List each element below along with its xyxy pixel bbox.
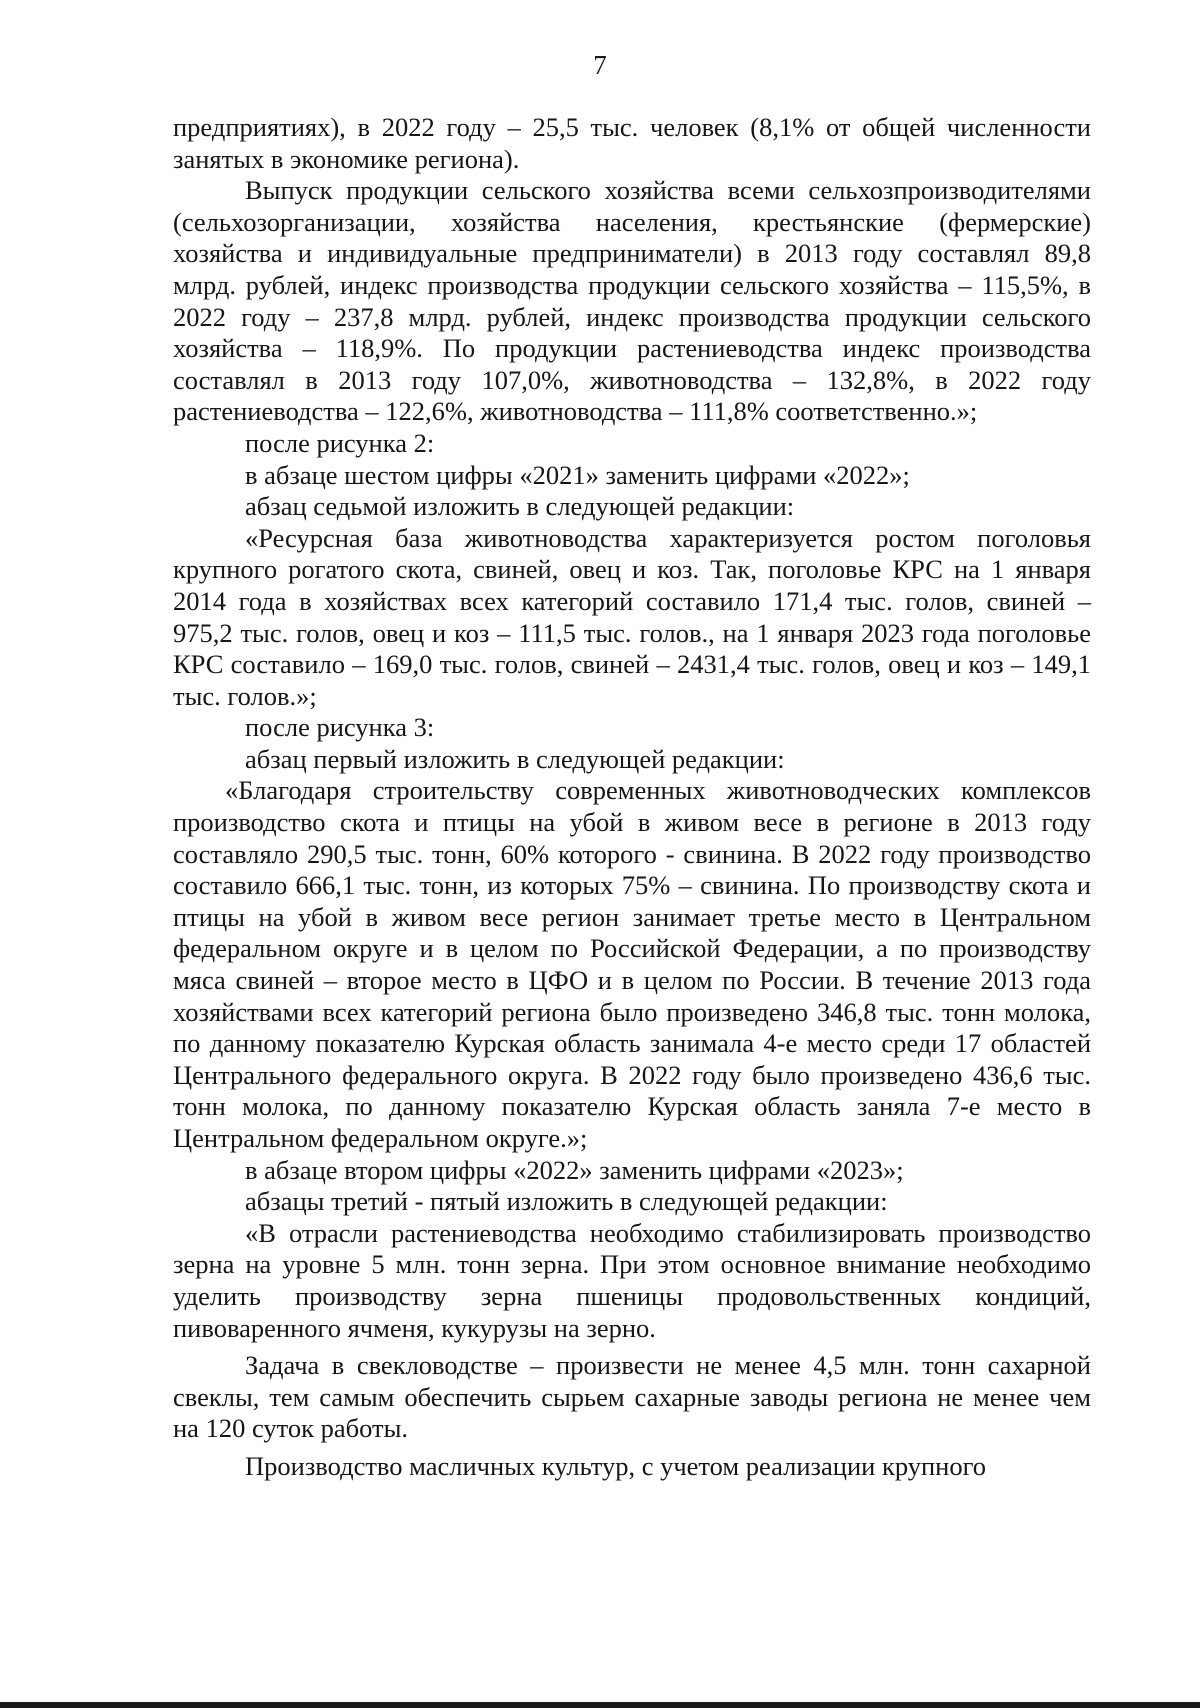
instruction-paragraph-one: абзац первый изложить в следующей редакции: [245, 743, 785, 774]
instruction-after-figure-2: после рисунка 2: [245, 427, 435, 458]
document-body [173, 112, 1091, 1483]
page-number: 7 [593, 50, 607, 80]
instruction-paragraphs-three-five: абзацы третий - пятый изложить в следующей редакции: [245, 1186, 888, 1217]
paragraph-livestock-base: «Ресурсная база животноводства характеризуется ростом поголовья крупного рогатого скота, свиней, овец и коз. Так, поголовье КРС на 1 января 2014 года в хозяйствах всех категорий составило 171,4 тыс. голов, свиней – 975,2 тыс. голов, овец и коз – 111,5 тыс. голов., на 1 января 2023 года поголовье КРС составило – 169,0 тыс. голов, свиней – 2431,4 тыс. голов, овец и коз – 149,1 тыс. голов.»; [173, 522, 1091, 711]
instruction-paragraph-seven: абзац седьмой изложить в следующей редакции: [245, 491, 795, 522]
instruction-paragraph-two: в абзаце втором цифры «2022» заменить цифрами «2023»; [245, 1154, 904, 1185]
paragraph-oilseeds: Производство масличных культур, с учетом реализации крупного [245, 1450, 987, 1481]
instruction-paragraph-six: в абзаце шестом цифры «2021» заменить цифрами «2022»; [245, 459, 910, 490]
scan-bottom-edge [0, 1702, 1200, 1708]
paragraph-sugar-beet: Задача в свекловодстве – произвести не менее 4,5 млн. тонн сахарной свеклы, тем самым обеспечить сырьем сахарные заводы региона не менее чем на 120 суток работы. [173, 1350, 1091, 1444]
paragraph-crop-production: «В отрасли растениеводства необходимо стабилизировать производство зерна на уровне 5 млн. тонн зерна. При этом основное внимание необходимо уделить производству зерна пшеницы продовольственных кондиций, пивоваренного ячменя, кукурузы на зерно. [173, 1217, 1091, 1343]
paragraph-livestock-complexes: «Благодаря строительству современных животноводческих комплексов производство скота и птицы на убой в живом весе в регионе в 2013 году составляло 290,5 тыс. тонн, 60% которого - свинина. В 2022 году производство составило 666,1 тыс. тонн, из которых 75% – свинина. По производству скота и птицы на убой в живом весе регион занимает третье место в Центральном федеральном округе и в целом по Российской Федерации, а по производству мяса свиней – второе место в ЦФО и в целом по России. В течение 2013 года хозяйствами всех категорий региона было произведено 346,8 тыс. тонн молока, по данному показателю Курская область занимала 4-е место среди 17 областей Центрального федерального округа. В 2022 году было произведено 436,6 тыс. тонн молока, по данному показателю Курская область заняла 7-е место в Центральном федеральном округе.»; [173, 775, 1091, 1153]
paragraph-continuation: предприятиях), в 2022 году – 25,5 тыс. человек (8,1% от общей численности занятых в экономике региона). [173, 112, 1091, 174]
instruction-after-figure-3: после рисунка 3: [245, 712, 435, 743]
paragraph-agriculture-output: Выпуск продукции сельского хозяйства всеми сельхозпроизводителями (сельхозорганизации, хозяйства населения, крестьянские (фермерские) хозяйства и индивидуальные предприниматели) в 2013 году составлял 89,8 млрд. рублей, индекс производства продукции сельского хозяйства – 115,5%, в 2022 году – 237,8 млрд. рублей, индекс производства продукции сельского хозяйства – 118,9%. По продукции растениеводства индекс производства составлял в 2013 году 107,0%, животноводства – 132,8%, в 2022 году растениеводства – 122,6%, животноводства – 111,8% соответственно.»; [173, 175, 1091, 427]
